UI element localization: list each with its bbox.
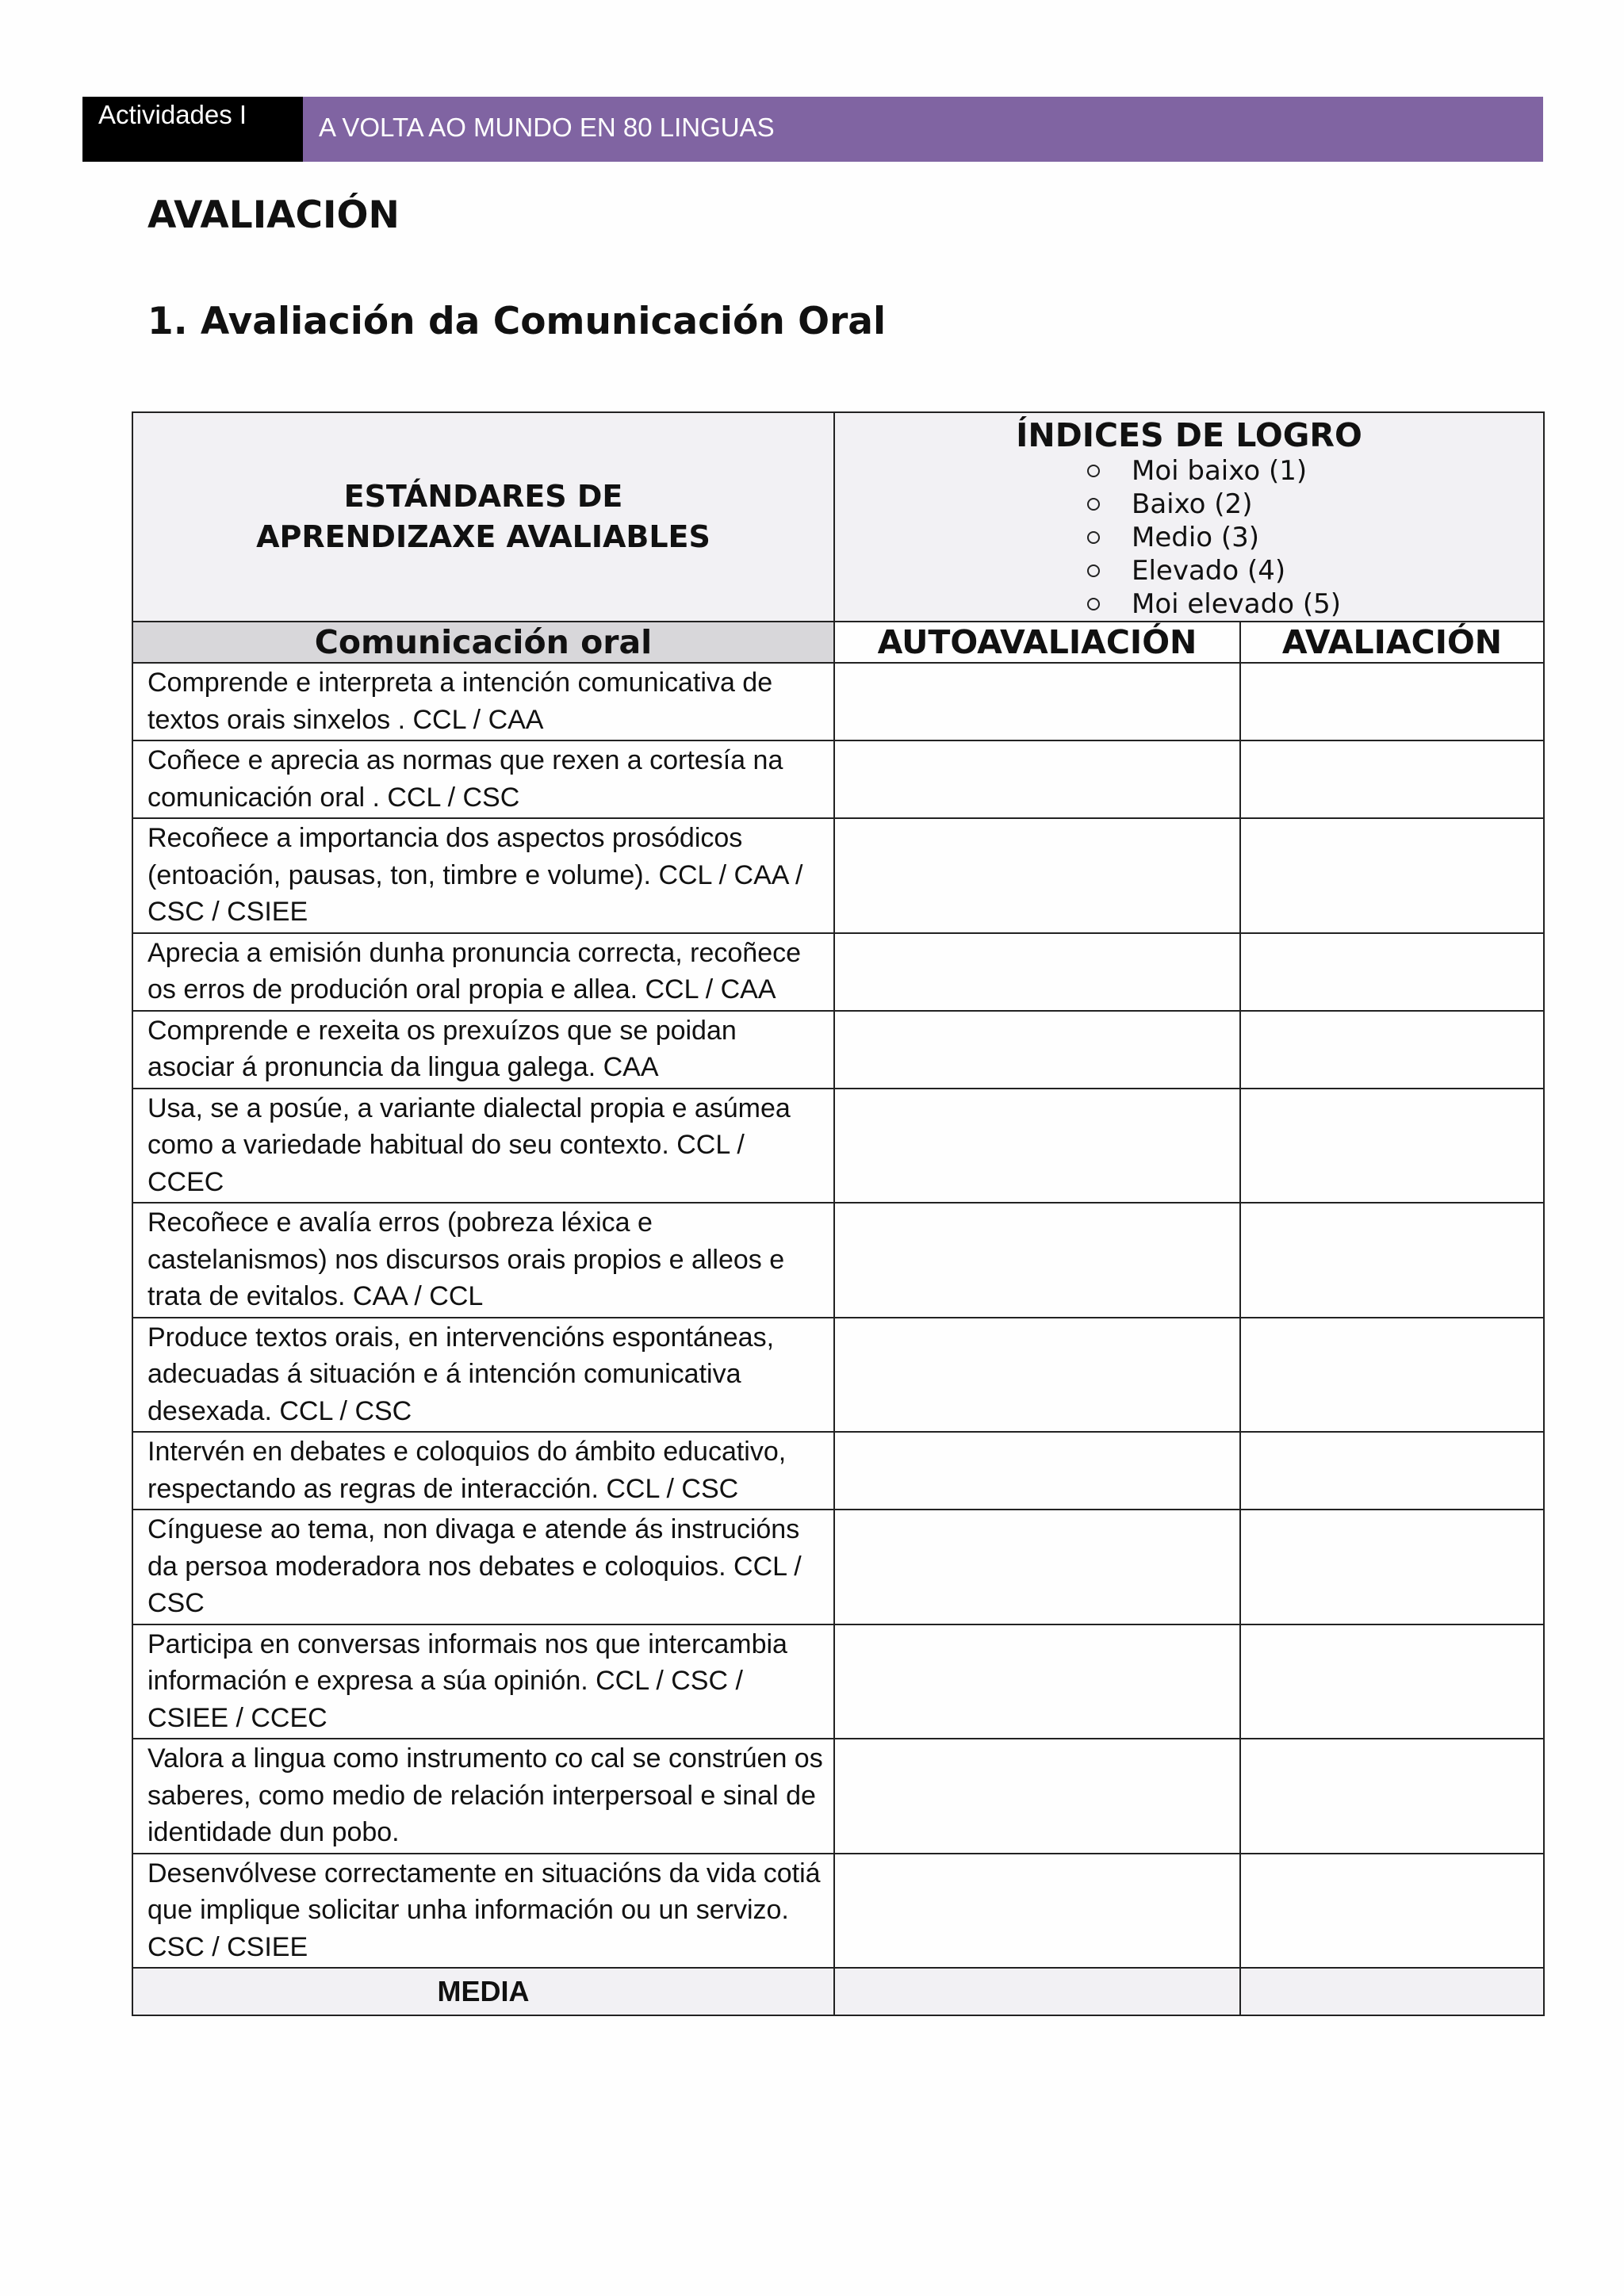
indices-list — [835, 454, 1543, 621]
standards-header — [132, 412, 834, 622]
assessment-cell[interactable] — [1240, 818, 1544, 933]
table-row — [132, 1011, 1544, 1089]
table-row — [132, 1854, 1544, 1969]
circle-bullet-icon — [1087, 531, 1100, 544]
assessment-cell[interactable] — [1240, 1011, 1544, 1089]
book-title: A VOLTA AO MUNDO EN 80 LINGUAS — [303, 97, 1543, 162]
assessment-cell[interactable] — [1240, 933, 1544, 1011]
self-assessment-cell[interactable] — [834, 1739, 1240, 1854]
self-assessment-cell[interactable] — [834, 663, 1240, 740]
column-header-row — [132, 622, 1544, 663]
standard-text: Participa en conversas informais nos que intercambia información e expresa a súa opinión. CCL / CSC / CSIEE / CCEC — [132, 1624, 834, 1739]
indices-item: Moi baixo (1) — [1087, 454, 1543, 488]
assessment-cell[interactable] — [1240, 1432, 1544, 1510]
indices-item: Elevado (4) — [1087, 554, 1543, 587]
standard-text: Comprende e interpreta a intención comunicativa de textos orais sinxelos . CCL / CAA — [132, 663, 834, 740]
media-row — [132, 1968, 1544, 2015]
standards-header-line2: APRENDIZAXE AVALIABLES — [256, 519, 710, 554]
standard-text: Usa, se a posúe, a variante dialectal propia e asúmea como a variedade habitual do seu contexto. CCL / CCEC — [132, 1089, 834, 1203]
assessment-cell[interactable] — [1240, 1624, 1544, 1739]
assessment-cell[interactable] — [1240, 1318, 1544, 1433]
circle-bullet-icon — [1087, 564, 1100, 577]
table-row — [132, 1624, 1544, 1739]
standard-text: Recoñece e avalía erros (pobreza léxica e castelanismos) nos discursos orais propios e alleos e trata de evitalos. CAA / CCL — [132, 1203, 834, 1318]
self-assessment-cell[interactable] — [834, 818, 1240, 933]
standard-text: Produce textos orais, en intervencións espontáneas, adecuadas á situación e á intención comunicativa desexada. CCL / CSC — [132, 1318, 834, 1433]
table-row — [132, 933, 1544, 1011]
indices-title: ÍNDICES DE LOGRO — [1016, 416, 1362, 454]
table-row — [132, 663, 1544, 740]
assessment-cell[interactable] — [1240, 663, 1544, 740]
indices-item: Baixo (2) — [1087, 488, 1543, 521]
media-eval-cell[interactable] — [1240, 1968, 1544, 2015]
standard-text: Cínguese ao tema, non divaga e atende ás instrucións da persoa moderadora nos debates e coloquios. CCL / CSC — [132, 1510, 834, 1624]
self-assessment-cell[interactable] — [834, 933, 1240, 1011]
media-label: MEDIA — [132, 1968, 834, 2015]
standards-header-line1: ESTÁNDARES DE — [343, 479, 623, 514]
circle-bullet-icon — [1087, 465, 1100, 477]
self-assessment-header: AUTOAVALIACIÓN — [834, 622, 1240, 663]
standard-text: Aprecia a emisión dunha pronuncia correcta, recoñece os erros de produción oral propia e allea. CCL / CAA — [132, 933, 834, 1011]
achievement-indices — [834, 412, 1544, 622]
evaluation-table — [132, 411, 1545, 2016]
circle-bullet-icon — [1087, 598, 1100, 610]
assessment-cell[interactable] — [1240, 1739, 1544, 1854]
standard-text: Comprende e rexeita os prexuízos que se poidan asociar á pronuncia da lingua galega. CAA — [132, 1011, 834, 1089]
standard-text: Intervén en debates e coloquios do ámbito educativo, respectando as regras de interacción. CCL / CSC — [132, 1432, 834, 1510]
self-assessment-cell[interactable] — [834, 1318, 1240, 1433]
table-row — [132, 1318, 1544, 1433]
assessment-cell[interactable] — [1240, 1510, 1544, 1624]
table-row — [132, 1739, 1544, 1854]
assessment-cell[interactable] — [1240, 1203, 1544, 1318]
standard-text: Recoñece a importancia dos aspectos prosódicos (entoación, pausas, ton, timbre e volume). CCL / CAA / CSC / CSIEE — [132, 818, 834, 933]
table-header-row — [132, 412, 1544, 622]
standard-text: Valora a lingua como instrumento co cal se constrúen os saberes, como medio de relación interpersoal e sinal de identidade dun pobo. — [132, 1739, 834, 1854]
circle-bullet-icon — [1087, 498, 1100, 511]
self-assessment-cell[interactable] — [834, 1624, 1240, 1739]
self-assessment-cell[interactable] — [834, 1203, 1240, 1318]
self-assessment-cell[interactable] — [834, 1510, 1240, 1624]
assessment-cell[interactable] — [1240, 1089, 1544, 1203]
media-self-cell[interactable] — [834, 1968, 1240, 2015]
self-assessment-cell[interactable] — [834, 1011, 1240, 1089]
indices-item: Medio (3) — [1087, 521, 1543, 554]
self-assessment-cell[interactable] — [834, 1432, 1240, 1510]
standard-text: Desenvólvese correctamente en situacións da vida cotiá que implique solicitar unha información ou un servizo. CSC / CSIEE — [132, 1854, 834, 1969]
assessment-cell[interactable] — [1240, 1854, 1544, 1969]
indices-item: Moi elevado (5) — [1087, 587, 1543, 621]
self-assessment-cell[interactable] — [834, 1089, 1240, 1203]
table-row — [132, 1432, 1544, 1510]
table-row — [132, 818, 1544, 933]
section-title: 1. Avaliación da Comunicación Oral — [147, 300, 887, 343]
standard-text: Coñece e aprecia as normas que rexen a cortesía na comunicación oral . CCL / CSC — [132, 740, 834, 818]
table-row — [132, 740, 1544, 818]
table-row — [132, 1510, 1544, 1624]
self-assessment-cell[interactable] — [834, 740, 1240, 818]
section-label: Actividades I — [82, 97, 303, 162]
category-header: Comunicación oral — [132, 622, 834, 663]
header-bar — [82, 97, 1543, 162]
assessment-cell[interactable] — [1240, 740, 1544, 818]
table-row — [132, 1203, 1544, 1318]
assessment-header: AVALIACIÓN — [1240, 622, 1544, 663]
page-title: AVALIACIÓN — [147, 193, 400, 237]
table-row — [132, 1089, 1544, 1203]
self-assessment-cell[interactable] — [834, 1854, 1240, 1969]
